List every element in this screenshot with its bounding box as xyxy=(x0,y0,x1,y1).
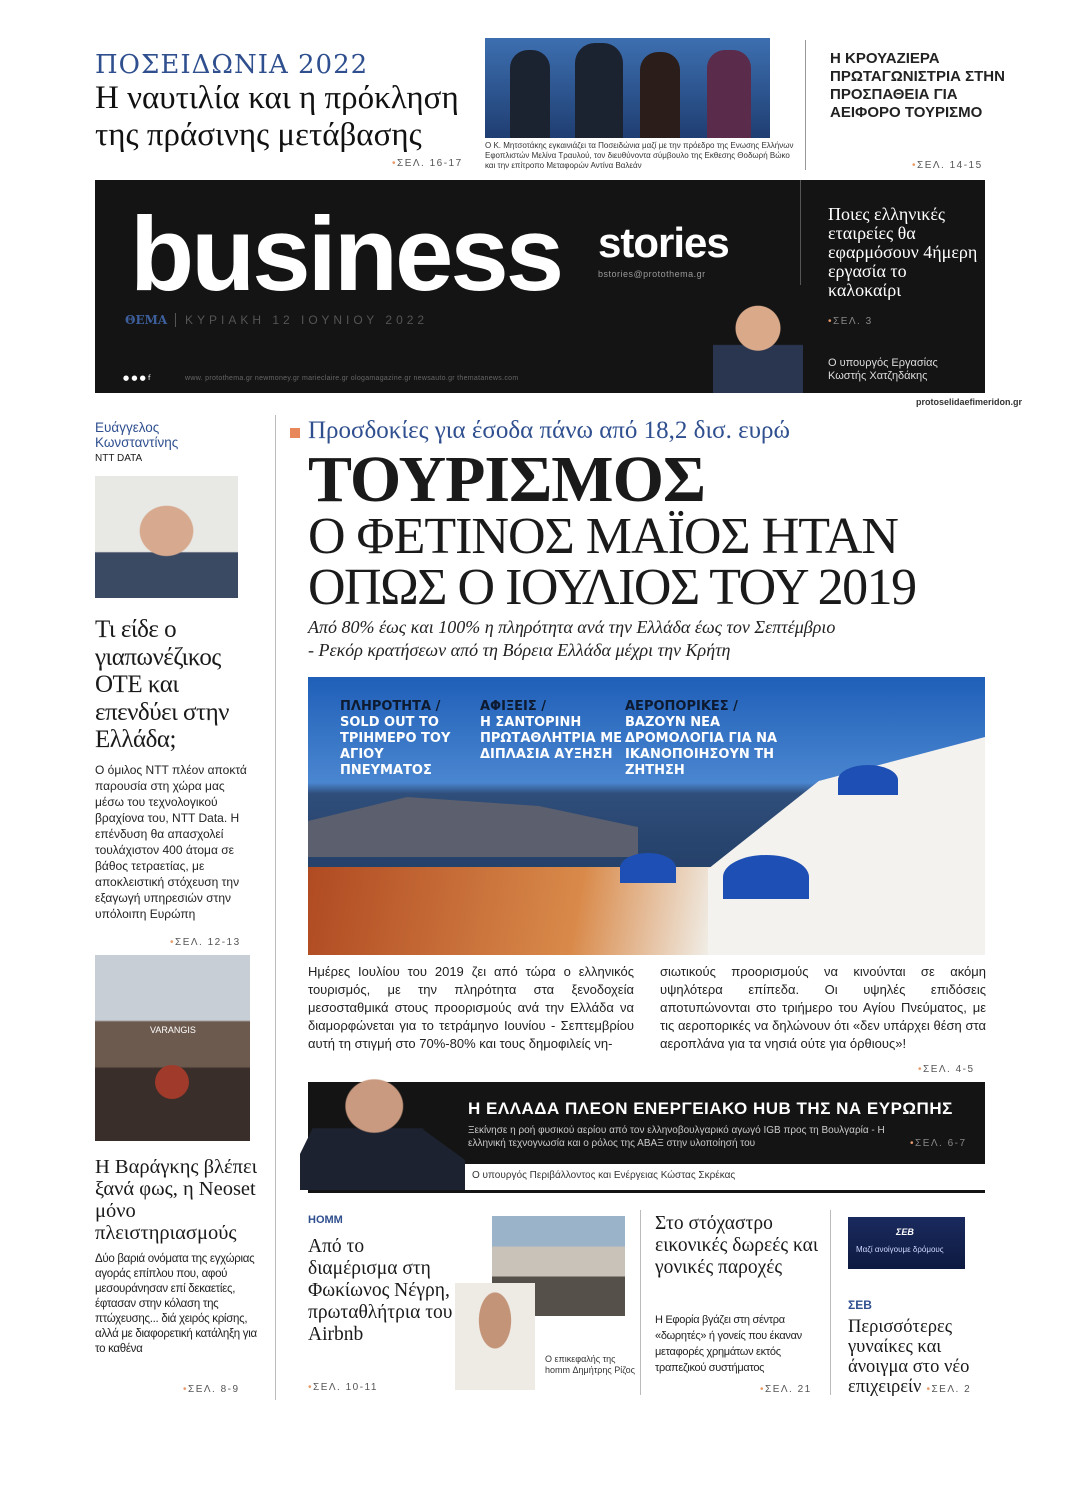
masthead-email[interactable]: bstories@protothema.gr xyxy=(598,269,706,279)
main-title[interactable]: ΤΟΥΡΙΣΜΟΣ xyxy=(308,443,706,516)
ntt-headline[interactable]: Τι είδε ο γιαπωνέζικος ΟΤΕ και επενδύει στην Ελλάδα; xyxy=(95,616,229,753)
building-sign: VARANGIS xyxy=(150,1025,196,1035)
info-box-text: Η ΣΑΝΤΟΡΙΝΗ ΠΡΩΤΑΘΛΗΤΡΙΑ ΜΕ ΔΙΠΛΑΣΙΑ ΑΥΞΗΣΗ xyxy=(480,715,623,762)
watermark: protoselidaefimeridon.gr xyxy=(913,396,1025,408)
brand-logo: ΘΕΜΑ xyxy=(125,313,176,327)
seb-story xyxy=(848,1317,998,1399)
info-box-label: ΠΛΗΡΟΤΗΤΑ / xyxy=(340,699,441,714)
main-kicker: Προσδοκίες για έσοδα πάνω από 18,2 δισ. ευρώ xyxy=(308,417,790,444)
info-box-text: SOLD OUT ΤΟ ΤΡΙΗΜΕΡΟ ΤΟΥ ΑΓΙΟΥ ΠΝΕΥΜΑΤΟΣ xyxy=(340,715,451,778)
masthead-banner xyxy=(95,180,985,393)
page-ref: • ΣΕΛ. 21 xyxy=(760,1384,812,1395)
author-name: Ευάγγελος Κωνσταντίνης xyxy=(95,420,179,450)
side-caption: Ο υπουργός Εργασίας Κωστής Χατζηδάκης xyxy=(828,357,938,382)
main-subtitle: Από 80% έως και 100% η πληρότητα ανά την Ελλάδα έως τον Σεπτέμβριο xyxy=(308,617,836,637)
masthead-title: business xyxy=(130,196,562,313)
page-ref: • ΣΕΛ. 4-5 xyxy=(918,1064,975,1075)
energy-text: Ξεκίνησε η ροή φυσικού αερίου από τον ελληνοβουλγαρικό αγωγό IGB προς τη Βουλγαρία - Η ελληνική τεχνογνωσία και ο ρόλος της ΑΒΑΞ στην υλοποίησή του xyxy=(468,1125,885,1149)
tax-headline[interactable]: Στο στόχαστρο εικονικές δωρεές και γονικές παροχές xyxy=(655,1213,819,1278)
page-ref: • ΣΕΛ. 3 xyxy=(828,316,873,327)
masthead-subtitle: stories xyxy=(598,219,729,266)
page-ref: • ΣΕΛ. 16-17 xyxy=(392,158,463,169)
main-body-col2: σιωτικούς προορισμούς να κινούνται σε ακόμη υψηλότερα επίπεδα. Οι υψηλές επιδόσεις αποτυπώνονται στο τριήμερο του Αγίου Πνεύματος, με τις αεροπορικές να δηλώνουν ότι «δεν υπάρχει θέση στα αεροπλάνα για τα νησιά ούτε για όρθιους»! xyxy=(660,964,986,1051)
author-photo xyxy=(95,476,238,598)
page-ref: • ΣΕΛ. 8-9 xyxy=(183,1384,240,1395)
info-box xyxy=(625,699,800,779)
author-company: NTT DATA xyxy=(95,453,143,464)
seb-logo: ΣΕΒ xyxy=(896,1227,914,1237)
varangis-headline[interactable]: Η Βαράγκης βλέπει ξανά φως, η Neoset μόνο πλειστηριασμούς xyxy=(95,1156,258,1244)
page-ref: • ΣΕΛ. 10-11 xyxy=(308,1382,378,1393)
info-box-label: ΑΦΙΞΕΙΣ / xyxy=(480,699,547,714)
main-title-line3[interactable]: ΟΠΩΣ Ο ΙΟΥΛΙΟΣ ΤΟΥ 2019 xyxy=(308,559,916,616)
info-box-label: ΑΕΡΟΠΟΡΙΚΕΣ / xyxy=(625,699,738,714)
rizos-photo xyxy=(455,1283,535,1390)
photo-caption: Ο Κ. Μητσοτάκης εγκαινιάζει τα Ποσειδώνια μαζί με την πρόεδρο της Ενωσης Ελλήνων Εφοπλιστών Μελίνα Τραυλού, τον διευθύνοντα σύμβουλο της Εκθεσης Θοδωρή Βώκο και την επίτροπο Μεταφορών Αντίνα Βαλεάν xyxy=(485,141,794,170)
page-ref: • ΣΕΛ. 14-15 xyxy=(912,160,983,171)
tax-body: Η Εφορία βγάζει στη σέντρα «δωρητές» ή γονείς που έκαναν μεταφορές χρημάτων εκτός τραπεζικού συστήματος xyxy=(655,1314,802,1374)
santorini-photo xyxy=(308,677,985,955)
seb-headline[interactable]: Περισσότερες γυναίκες και άνοιγμα στο νέο επιχειρείν xyxy=(848,1317,970,1397)
ntt-body: Ο όμιλος NTT πλέον αποκτά παρουσία στη χώρα μας μέσω του τεχνολογικού βραχίονα του, NTT Data. Η επένδυση θα απασχολεί τουλάχιστον 400 άτομα σε βάθος τετραετίας, με αποκλειστική στόχευση την εξαγωγή υπηρεσιών στην υπόλοιπη Ευρώπη xyxy=(95,763,247,921)
social-icons: ● ● ● f xyxy=(123,374,151,382)
bullet-icon xyxy=(290,428,300,438)
page-ref: • ΣΕΛ. 12-13 xyxy=(170,937,241,948)
main-subtitle: - Ρεκόρ κρατήσεων από τη Βόρεια Ελλάδα μέχρι την Κρήτη xyxy=(308,640,731,660)
main-body-col1: Ημέρες Ιουλίου του 2019 ζει από τώρα ο ελληνικός τουρισμός, με την πληρότητα στα ξενοδοχεία μεσοσταθμικά στους προορισμούς ανά την Ελλάδα να διαμορφώνεται για το τετράμηνο Ιουνίου - Σεπτεμβρίου αυτή τη στιγμή στο 70%-80% και τους δημοφιλείς νη- xyxy=(308,964,634,1051)
homm-label: HOMM xyxy=(308,1214,343,1226)
info-box xyxy=(340,699,480,779)
varangis-body: Δύο βαριά ονόματα της εγχώριας αγοράς επίπλου που, αφού μεσουράνησαν επί δεκαετίες, έφτασαν στην κόλαση της πτώχευσης... διά χειρός κρίσης, αλλά με διαφορετική κατάληξη για το καθένα xyxy=(95,1253,257,1355)
seb-ad[interactable] xyxy=(848,1217,965,1269)
homm-caption: Ο επικεφαλής της homm Δημήτρης Ρίζος xyxy=(545,1354,635,1375)
energy-headline[interactable]: Η ΕΛΛΑΔΑ ΠΛΕΟΝ ΕΝΕΡΓΕΙΑΚΟ HUB ΤΗΣ ΝΑ ΕΥΡΩΠΗΣ xyxy=(468,1099,953,1118)
cruise-headline[interactable]: Η ΚΡΟΥΑΖΙΕΡΑ ΠΡΩΤΑΓΩΝΙΣΤΡΙΑ ΣΤΗΝ ΠΡΟΣΠΑΘΕΙΑ ΓΙΑ ΑΕΙΦΟΡΟ ΤΟΥΡΙΣΜΟ xyxy=(830,50,1005,121)
main-title-line2[interactable]: Ο ΦΕΤΙΝΟΣ ΜΑΪΟΣ ΗΤΑΝ xyxy=(308,508,898,565)
top-headline[interactable]: Η ναυτιλία και η πρόκληση της πράσινης μετάβασης xyxy=(95,80,459,153)
seb-ad-text: Μαζί ανοίγουμε δρόμους xyxy=(856,1245,944,1254)
issue-date: ΚΥΡΙΑΚΗ 12 ΙΟΥΝΙΟΥ 2022 xyxy=(185,313,429,327)
seb-label: ΣΕΒ xyxy=(848,1298,872,1312)
info-box xyxy=(480,699,625,779)
blue-dome-icon xyxy=(723,855,809,899)
homm-headline[interactable]: Από το διαμέρισμα στη Φωκίωνος Νέγρη, πρωταθλήτρια του Airbnb xyxy=(308,1236,453,1345)
page-ref: • ΣΕΛ. 6-7 xyxy=(910,1138,967,1149)
energy-caption: Ο υπουργός Περιβάλλοντος και Ενέργειας Κώστας Σκρέκας xyxy=(472,1170,736,1181)
page-ref: • ΣΕΛ. 2 xyxy=(926,1384,971,1395)
websites-line: www. protothema.gr newmoney.gr marieclaire.gr ologamagazine.gr newsauto.gr thematanews.com xyxy=(185,375,519,382)
section-kicker: ΠΟΣΕΙΔΩΝΙΑ 2022 xyxy=(95,50,369,80)
poseidonia-photo xyxy=(485,38,770,138)
varangis-photo xyxy=(95,955,250,1141)
minister-photo xyxy=(713,285,803,393)
side-headline[interactable]: Ποιες ελληνικές εταιρείες θα εφαρμόσουν 4ήμερη εργασία το καλοκαίρι xyxy=(828,204,978,300)
info-box-text: ΒΑΖΟΥΝ ΝΕΑ ΔΡΟΜΟΛΟΓΙΑ ΓΙΑ ΝΑ ΙΚΑΝΟΠΟΙΗΣΟΥΝ ΤΗ ΖΗΤΗΣΗ xyxy=(625,715,778,778)
